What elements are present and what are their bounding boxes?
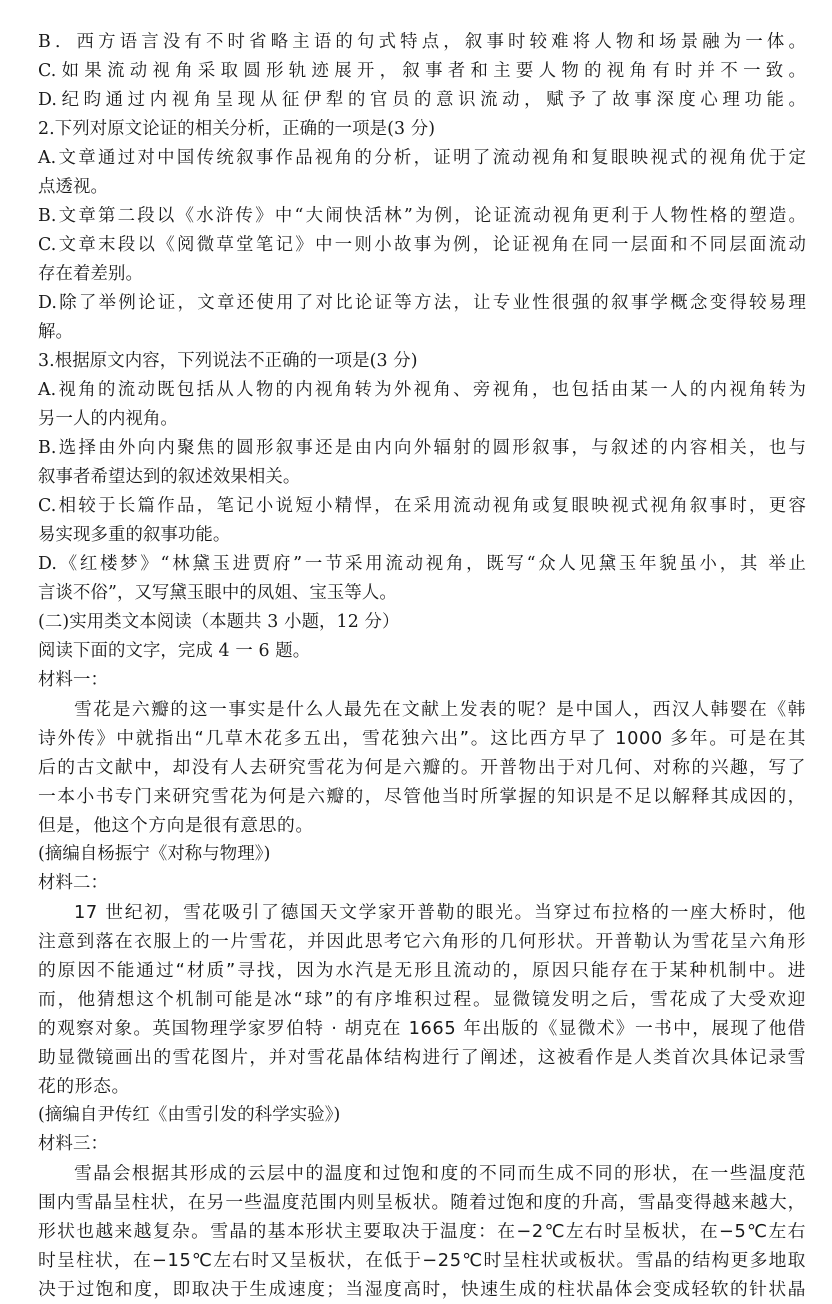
material-2-line2: 注意到落在衣服上的一片雪花，并因此思考它六角形的几何形状。开普勒认为雪花呈六角形 [38, 931, 806, 952]
material-1-line1: 雪花是六瓣的这一事实是什么人最先在文献上发表的呢？是中国人，西汉人韩婴在《韩 [74, 699, 806, 720]
question-2: 2.下列对原文论证的相关分析，正确的一项是(3 分) [38, 119, 436, 139]
option-1b: B．西方语言没有不时省略主语的句式特点，叙事时较难将人物和场景融为一体。 [38, 32, 806, 52]
material-2-line3: 的原因不能通过“材质”寻找，因为水汽是无形且流动的，原因只能存在于某种机制中。进 [38, 960, 806, 981]
option-2d-line1: D.除了举例论证，文章还使用了对比论证等方法，让专业性很强的叙事学概念变得较易理 [38, 293, 806, 313]
option-3c-line2: 易实现多重的叙事功能。 [38, 525, 231, 545]
material-2-source: (摘编自尹传红《由雪引发的科学实验》) [38, 1105, 341, 1125]
option-1c: C.如果流动视角采取圆形轨迹展开，叙事者和主要人物的视角有时并不一致。 [38, 61, 806, 81]
option-3b-line1: B.选择由外向内聚焦的圆形叙事还是由内向外辐射的圆形叙事，与叙述的内容相关，也与 [38, 438, 806, 458]
option-2c-line2: 存在着差别。 [38, 264, 143, 284]
material-2-label: 材料二： [38, 873, 108, 893]
material-1-line4: 一本小书专门来研究雪花为何是六瓣的，尽管他当时所掌握的知识是不足以解释其成因的， [38, 786, 806, 807]
reading-instruction: 阅读下面的文字，完成 4 一 6 题。 [38, 641, 311, 661]
option-2a-line2: 点透视。 [38, 177, 108, 197]
material-2-line1: 17 世纪初，雪花吸引了德国天文学家开普勒的眼光。当穿过布拉格的一座大桥时，他 [74, 902, 806, 923]
material-2-line4: 而，他猜想这个机制可能是冰“球”的有序堆积过程。显微镜发明之后，雪花成了大受欢迎 [38, 989, 806, 1010]
material-3-line4: 时呈柱状，在−15℃左右时又呈板状，在低于−25℃时呈柱状或板状。雪晶的结构更多地取 [38, 1250, 806, 1271]
option-2d-line2: 解。 [38, 322, 73, 342]
material-2-line7: 花的形态。 [38, 1076, 130, 1097]
material-3-line5: 决于过饱和度，即取决于生成速度；当湿度高时，快速生成的柱状晶体会变成轻软的针状晶 [38, 1279, 806, 1300]
material-3-line1: 雪晶会根据其形成的云层中的温度和过饱和度的不同而生成不同的形状，在一些温度范 [74, 1163, 806, 1184]
material-1-line2: 诗外传》中就指出“几草木花多五出，雪花独六出”。这比西方早了 1000 多年。可是在其 [38, 728, 806, 749]
option-3a-line2: 另一人的内视角。 [38, 409, 178, 429]
option-2b: B.文章第二段以《水浒传》中“大闹快活林”为例，论证流动视角更利于人物性格的塑造。 [38, 206, 806, 226]
option-3b-line2: 叙事者希望达到的叙述效果相关。 [38, 467, 301, 487]
option-2a-line1: A.文章通过对中国传统叙事作品视角的分析，证明了流动视角和复眼映视式的视角优于定 [38, 148, 806, 168]
material-3-line3: 形状也越来越复杂。雪晶的基本形状主要取决于温度：在−2℃左右时呈板状，在−5℃左右 [38, 1221, 806, 1242]
option-1d: D.纪昀通过内视角呈现从征伊犁的官员的意识流动，赋予了故事深度心理功能。 [38, 90, 806, 110]
option-2c-line1: C.文章末段以《阅微草堂笔记》中一则小故事为例，论证视角在同一层面和不同层面流动 [38, 235, 806, 255]
option-3a-line1: A.视角的流动既包括从人物的内视角转为外视角、旁视角，也包括由某一人的内视角转为 [38, 380, 806, 400]
section-heading: (二)实用类文本阅读（本题共 3 小题，12 分） [38, 612, 400, 632]
material-1-label: 材料一： [38, 670, 108, 690]
material-2-line5: 的观察对象。英国物理学家罗伯特 · 胡克在 1665 年出版的《显微术》一书中，展现了他借 [38, 1018, 806, 1039]
material-1-source: (摘编自杨振宁《对称与物理》) [38, 844, 271, 864]
material-2-line6: 助显微镜画出的雪花图片，并对雪花晶体结构进行了阐述，这被看作是人类首次具体记录雪 [38, 1047, 806, 1068]
material-1-line5: 但是，他这个方向是很有意思的。 [38, 815, 314, 836]
question-3: 3.根据原文内容，下列说法不正确的一项是(3 分) [38, 351, 418, 371]
option-3d-line1: D.《红楼梦》“林黛玉进贾府”一节采用流动视角，既写“众人见黛玉年貌虽小，其 举止 [38, 554, 806, 574]
option-3c-line1: C.相较于长篇作品，笔记小说短小精悍，在采用流动视角或复眼映视式视角叙事时，更容 [38, 496, 806, 516]
material-1-line3: 后的古文献中，却没有人去研究雪花为何是六瓣的。开普物出于对几何、对称的兴趣，写了 [38, 757, 806, 778]
material-3-line2: 围内雪晶呈柱状，在另一些温度范围内则呈板状。随着过饱和度的升高，雪晶变得越来越大， [38, 1192, 806, 1213]
option-3d-line2: 言谈不俗”，又写黛玉眼中的凤姐、宝玉等人。 [38, 583, 397, 603]
material-3-label: 材料三： [38, 1134, 108, 1154]
